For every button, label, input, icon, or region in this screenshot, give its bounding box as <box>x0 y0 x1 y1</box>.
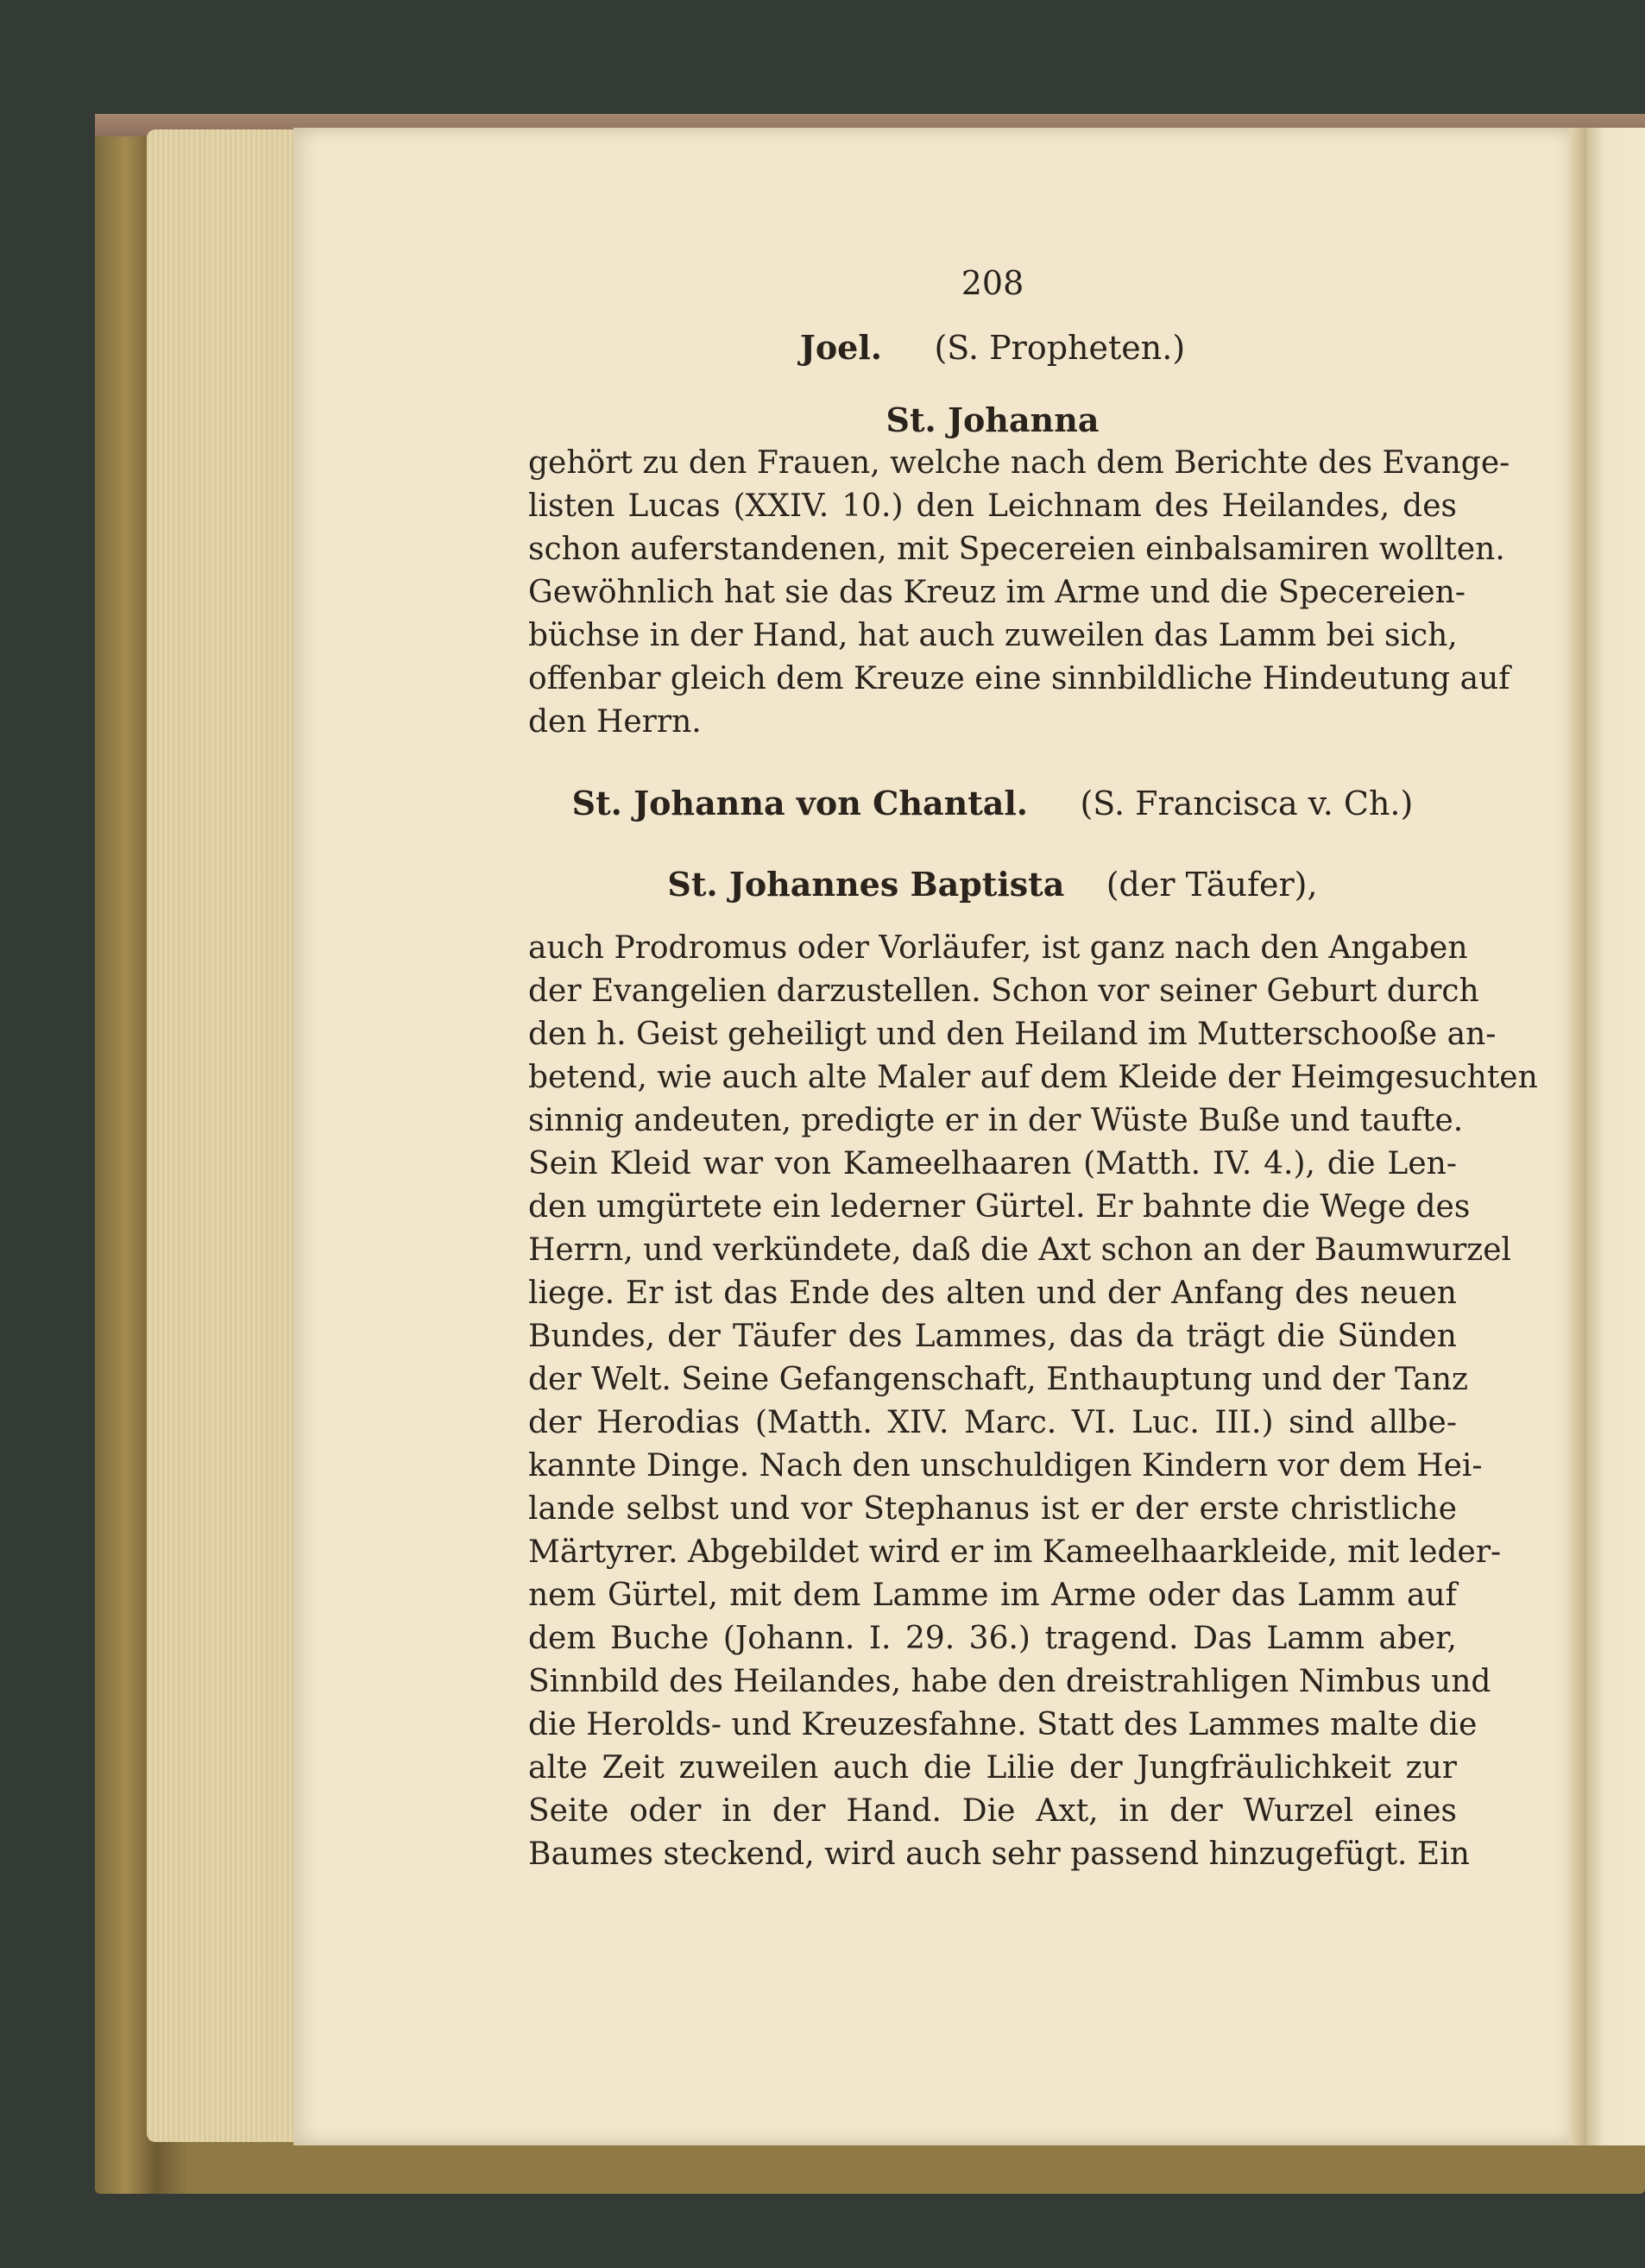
text-line: die Herolds- und Kreuzesfahne. Statt des Lammes malte die <box>528 1707 1478 1742</box>
text-line: den umgürtete ein lederner Gürtel. Er bahnte die Wege des <box>528 1189 1471 1225</box>
text-line: Baumes steckend, wird auch sehr passend hinzugefügt. Ein <box>528 1836 1470 1872</box>
text-line: alte Zeit zuweilen auch die Lilie der Jungfräulichkeit zur <box>528 1750 1457 1786</box>
text-line: den h. Geist geheiligt und den Heiland im Mutterschooße an- <box>528 1017 1497 1052</box>
text-line: liege. Er ist das Ende des alten und der Anfang des neuen <box>528 1276 1457 1311</box>
text-line: betend, wie auch alte Maler auf dem Kleide der Heimgesuchten <box>528 1060 1538 1095</box>
entry-title: Joel. <box>799 328 883 367</box>
text-line: lande selbst und vor Stephanus ist er der erste christliche <box>528 1491 1457 1527</box>
text-line: Seite oder in der Hand. Die Axt, in der Wurzel eines <box>528 1793 1457 1829</box>
text-line: kannte Dinge. Nach den unschuldigen Kindern vor dem Hei- <box>528 1448 1483 1484</box>
entry-title: St. Johanna von Chantal. <box>571 784 1029 822</box>
entry-heading-johanna-chantal <box>528 782 1457 825</box>
text-line: Sinnbild des Heilandes, habe den dreistrahligen Nimbus und <box>528 1664 1491 1699</box>
text-line: gehört zu den Frauen, welche nach dem Berichte des Evange- <box>528 445 1510 481</box>
page-text <box>528 257 1538 1876</box>
page-stack <box>147 129 311 2142</box>
entry-heading-joel <box>528 326 1457 369</box>
text-line: schon auferstandenen, mit Specereien einbalsamiren wollten. <box>528 532 1505 567</box>
entry-body-johannes-baptista <box>528 927 1538 1876</box>
text-line: listen Lucas (XXIV. 10.) den Leichnam des Heilandes, des <box>528 488 1457 524</box>
text-line: dem Buche (Johann. I. 29. 36.) tragend. Das Lamm aber, <box>528 1621 1457 1656</box>
text-line: büchse in der Hand, hat auch zuweilen das Lamm bei sich, <box>528 618 1458 653</box>
text-line: der Welt. Seine Gefangenschaft, Enthauptung und der Tanz <box>528 1362 1469 1397</box>
page-gutter <box>1569 128 1588 2145</box>
facing-page-edge <box>1586 128 1645 2145</box>
entry-heading-johanna <box>528 399 1457 442</box>
text-line: Herrn, und verkündete, daß die Axt schon an der Baumwurzel <box>528 1232 1512 1268</box>
entry-reference: (S. Francisca v. Ch.) <box>1080 784 1414 822</box>
entry-reference: (S. Propheten.) <box>934 329 1186 367</box>
entry-title: St. Johanna <box>886 400 1100 439</box>
text-line: Märtyrer. Abgebildet wird er im Kameelhaarkleide, mit leder- <box>528 1534 1502 1570</box>
text-line: Gewöhnlich hat sie das Kreuz im Arme und die Specereien- <box>528 575 1465 610</box>
text-line: den Herrn. <box>528 704 702 740</box>
text-line: nem Gürtel, mit dem Lamme im Arme oder das Lamm auf <box>528 1578 1457 1613</box>
text-line: sinnig andeuten, predigte er in der Wüste Buße und taufte. <box>528 1103 1464 1138</box>
text-line: Bundes, der Täufer des Lammes, das da trägt die Sünden <box>528 1319 1457 1354</box>
entry-body-johanna <box>528 442 1510 744</box>
entry-reference: (der Täufer), <box>1106 866 1318 904</box>
page-number: 208 <box>961 264 1024 302</box>
text-line: der Herodias (Matth. XIV. Marc. VI. Luc. III.) sind allbe- <box>528 1405 1457 1440</box>
entry-heading-johannes-baptista <box>528 863 1457 906</box>
text-line: Sein Kleid war von Kameelhaaren (Matth. IV. 4.), die Len- <box>528 1146 1457 1181</box>
text-line: der Evangelien darzustellen. Schon vor seiner Geburt durch <box>528 973 1479 1009</box>
entry-title: St. Johannes Baptista <box>667 865 1065 904</box>
text-line: offenbar gleich dem Kreuze eine sinnbildliche Hindeutung auf <box>528 661 1510 696</box>
text-line: auch Prodromus oder Vorläufer, ist ganz nach den Angaben <box>528 930 1468 966</box>
